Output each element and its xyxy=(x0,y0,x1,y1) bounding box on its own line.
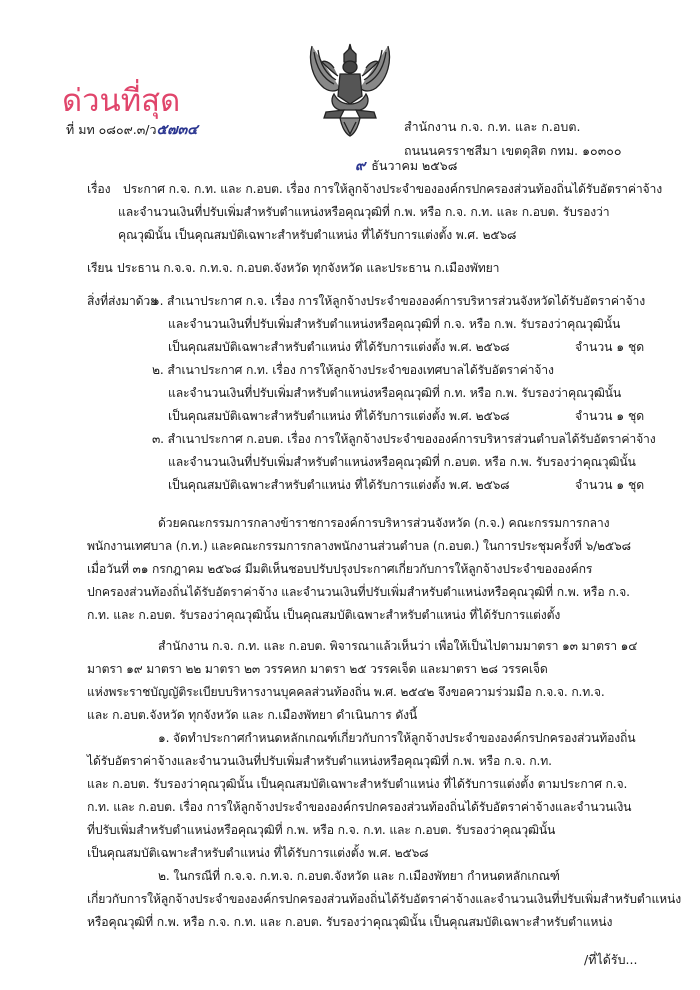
paragraph-1-line-1: ด้วยคณะกรรมการกลางข้าราชการองค์การบริหารส่วนจังหวัด (ก.จ.) คณะกรรมการกลาง xyxy=(158,516,610,530)
document-number-handwritten: ๕๗๓๔ xyxy=(156,122,198,138)
action-item-2-line-3: หรือคุณวุฒิที่ ก.พ. หรือ ก.จ. ก.ท. และ ก.อบต. รับรองว่าคุณวุฒินั้น เป็นคุณสมบัติเฉพาะสำหรับตำแหน่ง xyxy=(87,915,613,929)
subject-line-3: คุณวุฒินั้น เป็นคุณสมบัติเฉพาะสำหรับตำแหน่ง ที่ได้รับการแต่งตั้ง พ.ศ. ๒๕๖๘ xyxy=(118,228,517,242)
document-number-prefix: ที่ มท ๐๘๐๙.๓/ว xyxy=(66,122,157,137)
enclosures-label: สิ่งที่ส่งมาด้วย xyxy=(87,294,158,308)
document-date xyxy=(355,157,457,175)
paragraph-2-line-1: สำนักงาน ก.จ. ก.ท. และ ก.อบต. พิจารณาแล้วเห็นว่า เพื่อให้เป็นไปตามมาตรา ๑๓ มาตรา ๑๔ xyxy=(158,639,638,653)
action-item-1-line-5: ที่ปรับเพิ่มสำหรับตำแหน่งหรือคุณวุฒิที่ ก.พ. หรือ ก.จ. ก.ท. และ ก.อบต. รับรองว่าคุณวุฒินั้น xyxy=(87,823,556,837)
enclosure-2-quantity: จำนวน ๑ ชุด xyxy=(575,409,645,423)
action-item-1-line-3: และ ก.อบต. รับรองว่าคุณวุฒินั้น เป็นคุณสมบัติเฉพาะสำหรับตำแหน่ง ที่ได้รับการแต่งตั้ง ตามประกาศ ก.จ. xyxy=(87,777,628,791)
paragraph-1-line-3: เมื่อวันที่ ๓๑ กรกฎาคม ๒๕๖๘ มีมติเห็นชอบปรับปรุงประกาศเกี่ยวกับการให้ลูกจ้างประจำขององค์กร xyxy=(87,562,593,576)
paragraph-1-line-5: ก.ท. และ ก.อบต. รับรองว่าคุณวุฒินั้น เป็นคุณสมบัติเฉพาะสำหรับตำแหน่ง ที่ได้รับการแต่งตั้ง xyxy=(87,608,561,622)
recipient-label: เรียน xyxy=(87,261,113,275)
office-name: สำนักงาน ก.จ. ก.ท. และ ก.อบต. xyxy=(404,119,581,134)
paragraph-1-line-2: พนักงานเทศบาล (ก.ท.) และคณะกรรมการกลางพนักงานส่วนตำบล (ก.อบต.) ในการประชุมครั้งที่ ๖/๒๕๖๘ xyxy=(87,539,631,553)
enclosure-1-line-1: ๑. สำเนาประกาศ ก.จ. เรื่อง การให้ลูกจ้างประจำขององค์การบริหารส่วนจังหวัดได้รับอัตราค่าจ้าง xyxy=(152,294,646,308)
document-number xyxy=(66,122,198,138)
enclosure-1-line-2: และจำนวนเงินที่ปรับเพิ่มสำหรับตำแหน่งหรือคุณวุฒิที่ ก.จ. หรือ ก.พ. รับรองว่าคุณวุฒินั้น xyxy=(168,317,621,331)
action-item-1-line-1: ๑. จัดทำประกาศกำหนดหลักเกณฑ์เกี่ยวกับการให้ลูกจ้างประจำขององค์กรปกครองส่วนท้องถิ่น xyxy=(158,731,636,745)
enclosure-3-line-1: ๓. สำเนาประกาศ ก.อบต. เรื่อง การให้ลูกจ้างประจำขององค์การบริหารส่วนตำบลได้รับอัตราค่าจ้าง xyxy=(152,432,656,446)
date-day-handwritten: ๙ xyxy=(355,158,366,174)
urgency-stamp: ด่วนที่สุด xyxy=(62,83,181,119)
enclosure-2-line-3: เป็นคุณสมบัติเฉพาะสำหรับตำแหน่ง ที่ได้รับการแต่งตั้ง พ.ศ. ๒๕๖๘ xyxy=(168,409,510,423)
paragraph-2-line-4: และ ก.อบต.จังหวัด ทุกจังหวัด และ ก.เมืองพัทยา ดำเนินการ ดังนี้ xyxy=(87,708,418,722)
subject-line-1: ประกาศ ก.จ. ก.ท. และ ก.อบต. เรื่อง การให้ลูกจ้างประจำขององค์กรปกครองส่วนท้องถิ่นได้รับอัตราค่าจ้าง xyxy=(123,182,663,196)
subject-label: เรื่อง xyxy=(87,182,111,196)
garuda-emblem-icon xyxy=(304,38,396,138)
recipient-text: ประธาน ก.จ.จ. ก.ท.จ. ก.อบต.จังหวัด ทุกจังหวัด และประธาน ก.เมืองพัทยา xyxy=(117,261,500,275)
office-address: ถนนนครราชสีมา เขตดุสิต กทม. ๑๐๓๐๐ xyxy=(404,143,622,158)
enclosure-3-line-2: และจำนวนเงินที่ปรับเพิ่มสำหรับตำแหน่งหรือคุณวุฒิที่ ก.อบต. หรือ ก.พ. รับรองว่าคุณวุฒินั้น xyxy=(168,455,636,469)
action-item-1-line-6: เป็นคุณสมบัติเฉพาะสำหรับตำแหน่ง ที่ได้รับการแต่งตั้ง พ.ศ. ๒๕๖๘ xyxy=(87,846,429,860)
paragraph-1-line-4: ปกครองส่วนท้องถิ่นได้รับอัตราค่าจ้าง และจำนวนเงินที่ปรับเพิ่มสำหรับตำแหน่งหรือคุณวุฒิที่ ก.พ. หรือ ก.จ. xyxy=(87,585,630,599)
enclosure-2-line-2: และจำนวนเงินที่ปรับเพิ่มสำหรับตำแหน่งหรือคุณวุฒิที่ ก.ท. หรือ ก.พ. รับรองว่าคุณวุฒินั้น xyxy=(168,386,622,400)
paragraph-2-line-3: แห่งพระราชบัญญัติระเบียบบริหารงานบุคคลส่วนท้องถิ่น พ.ศ. ๒๕๔๒ จึงขอความร่วมมือ ก.จ.จ. ก.ท.จ. xyxy=(87,685,605,699)
enclosure-3-quantity: จำนวน ๑ ชุด xyxy=(575,478,645,492)
action-item-2-line-2: เกี่ยวกับการให้ลูกจ้างประจำขององค์กรปกครองส่วนท้องถิ่นได้รับอัตราค่าจ้างและจำนวนเงินที่ปรับเพิ่มสำหรับตำแหน่ง xyxy=(87,892,682,906)
enclosure-2-line-1: ๒. สำเนาประกาศ ก.ท. เรื่อง การให้ลูกจ้างประจำของเทศบาลได้รับอัตราค่าจ้าง xyxy=(152,363,554,377)
action-item-2-line-1: ๒. ในกรณีที่ ก.จ.จ. ก.ท.จ. ก.อบต.จังหวัด และ ก.เมืองพัทยา กำหนดหลักเกณฑ์ xyxy=(158,869,560,883)
enclosure-3-line-3: เป็นคุณสมบัติเฉพาะสำหรับตำแหน่ง ที่ได้รับการแต่งตั้ง พ.ศ. ๒๕๖๘ xyxy=(168,478,510,492)
action-item-1-line-4: ก.ท. และ ก.อบต. เรื่อง การให้ลูกจ้างประจำขององค์กรปกครองส่วนท้องถิ่นได้รับอัตราค่าจ้างและจำนวนเงิน xyxy=(87,800,632,814)
continued-marker: /ที่ได้รับ... xyxy=(584,952,638,967)
action-item-1-line-2: ได้รับอัตราค่าจ้างและจำนวนเงินที่ปรับเพิ่มสำหรับตำแหน่งหรือคุณวุฒิที่ ก.พ. หรือ ก.จ. ก.ท. xyxy=(87,754,552,768)
date-month-year: ธันวาคม ๒๕๖๘ xyxy=(371,158,458,173)
enclosure-1-quantity: จำนวน ๑ ชุด xyxy=(575,340,645,354)
subject-line-2: และจำนวนเงินที่ปรับเพิ่มสำหรับตำแหน่งหรือคุณวุฒิที่ ก.พ. หรือ ก.จ. ก.ท. และ ก.อบต. รับรองว่า xyxy=(118,205,610,219)
paragraph-2-line-2: มาตรา ๑๙ มาตรา ๒๒ มาตรา ๒๓ วรรคหก มาตรา ๒๕ วรรคเจ็ด และมาตรา ๒๘ วรรคเจ็ด xyxy=(87,662,548,676)
enclosure-1-line-3: เป็นคุณสมบัติเฉพาะสำหรับตำแหน่ง ที่ได้รับการแต่งตั้ง พ.ศ. ๒๕๖๘ xyxy=(168,340,510,354)
